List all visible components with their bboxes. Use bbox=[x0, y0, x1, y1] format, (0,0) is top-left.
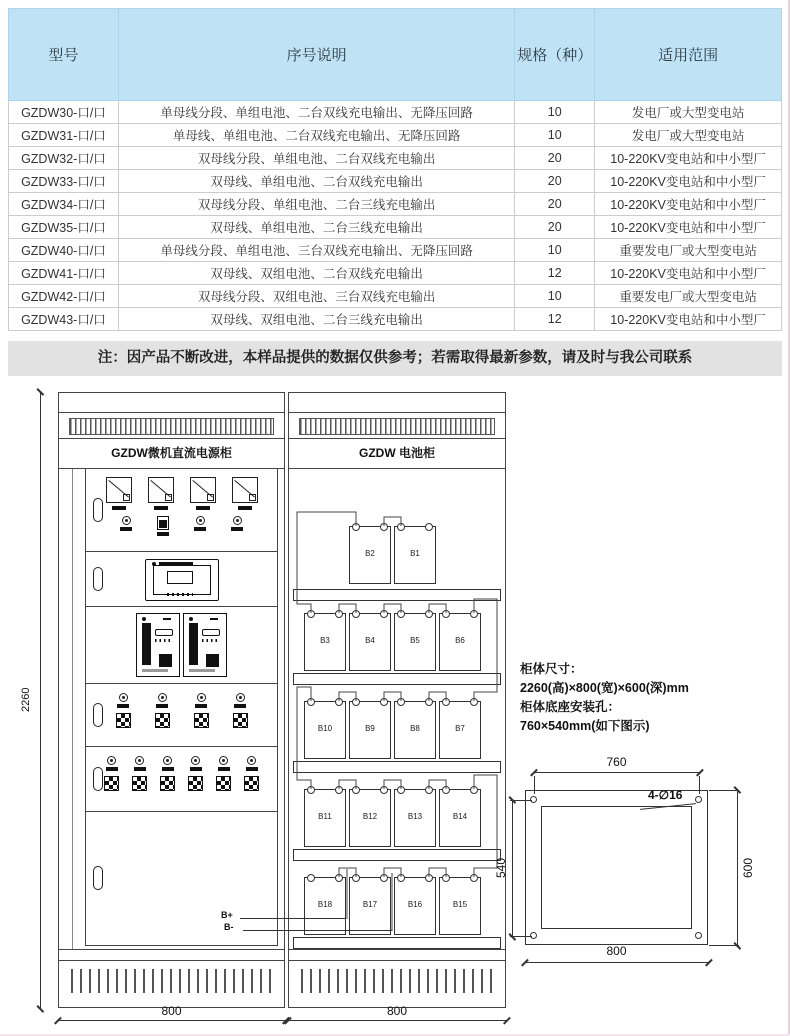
battery-terminal bbox=[352, 874, 360, 882]
range-cell: 10-220KV变电站和中小型厂 bbox=[595, 147, 782, 170]
battery-terminal bbox=[307, 698, 315, 706]
battery-terminal bbox=[307, 610, 315, 618]
power-width-dimension-label: 800 bbox=[161, 1004, 182, 1018]
battery bbox=[394, 613, 436, 671]
battery-label: B15 bbox=[452, 899, 468, 909]
description-cell: 单母线分段、单组电池、三台双线充电输出、无降压回路 bbox=[118, 239, 515, 262]
battery bbox=[349, 526, 391, 584]
meter-panel bbox=[85, 468, 278, 552]
range-cell: 重要发电厂或大型变电站 bbox=[595, 239, 782, 262]
spec-count-cell: 12 bbox=[515, 308, 595, 331]
column-header: 序号说明 bbox=[118, 9, 515, 101]
battery-shelf bbox=[293, 849, 501, 861]
battery-terminal bbox=[380, 523, 388, 531]
battery bbox=[394, 877, 436, 935]
battery bbox=[439, 877, 481, 935]
battery-terminal bbox=[352, 698, 360, 706]
battery bbox=[394, 526, 436, 584]
feeder-unit bbox=[104, 756, 119, 791]
battery-terminal bbox=[442, 610, 450, 618]
inner-wall-line bbox=[72, 469, 73, 949]
battery-terminal bbox=[352, 786, 360, 794]
battery-shelf bbox=[293, 937, 501, 949]
vent-grille bbox=[59, 413, 284, 439]
spec-line: 760×540mm(如下图示) bbox=[520, 719, 650, 733]
model-cell: GZDW30-口/口 bbox=[9, 101, 119, 124]
door-handle bbox=[93, 866, 103, 890]
cabinet-spec-text bbox=[520, 660, 689, 736]
battery bbox=[394, 701, 436, 759]
battery-label: B8 bbox=[410, 723, 420, 733]
battery-terminal bbox=[442, 874, 450, 882]
spec-count-cell: 10 bbox=[515, 101, 595, 124]
monitor-panel bbox=[85, 551, 278, 607]
spec-count-cell: 10 bbox=[515, 124, 595, 147]
battery bbox=[304, 701, 346, 759]
battery-width-dimension-label: 800 bbox=[386, 1004, 408, 1018]
charger-panel bbox=[85, 606, 278, 684]
battery-terminal bbox=[352, 610, 360, 618]
battery-label: B16 bbox=[407, 899, 423, 909]
model-cell: GZDW42-口/口 bbox=[9, 285, 119, 308]
spec-line: 柜体尺寸： bbox=[520, 662, 583, 676]
spec-count-cell: 20 bbox=[515, 193, 595, 216]
mount-bottom-dimension-label: 800 bbox=[606, 944, 627, 958]
panel-handle bbox=[93, 498, 103, 522]
battery-label: B9 bbox=[365, 723, 375, 733]
table-row bbox=[9, 193, 782, 216]
description-cell: 双母线、双组电池、二台三线充电输出 bbox=[118, 308, 515, 331]
table-header-row bbox=[9, 9, 782, 101]
battery bbox=[439, 701, 481, 759]
column-header: 规格（种） bbox=[515, 9, 595, 101]
charger-module bbox=[183, 613, 227, 677]
model-cell: GZDW33-口/口 bbox=[9, 170, 119, 193]
battery-terminal bbox=[397, 786, 405, 794]
battery bbox=[439, 789, 481, 847]
range-cell: 10-220KV变电站和中小型厂 bbox=[595, 216, 782, 239]
model-cell: GZDW43-口/口 bbox=[9, 308, 119, 331]
blank-door-panel bbox=[85, 811, 278, 946]
model-cell: GZDW41-口/口 bbox=[9, 262, 119, 285]
battery-negative-label: B- bbox=[224, 922, 234, 932]
cabinet-bottom-band bbox=[59, 949, 284, 961]
feeder-unit bbox=[194, 693, 209, 728]
battery bbox=[439, 613, 481, 671]
range-cell: 发电厂或大型变电站 bbox=[595, 124, 782, 147]
feeder-unit bbox=[216, 756, 231, 791]
battery bbox=[349, 789, 391, 847]
panel-handle bbox=[93, 767, 103, 791]
feeder-unit bbox=[132, 756, 147, 791]
height-dimension-label: 2260 bbox=[20, 687, 32, 713]
battery-terminal bbox=[470, 610, 478, 618]
battery-terminal bbox=[397, 523, 405, 531]
battery-terminal bbox=[470, 698, 478, 706]
table-row bbox=[9, 262, 782, 285]
battery bbox=[304, 789, 346, 847]
description-cell: 双母线、双组电池、二台双线充电输出 bbox=[118, 262, 515, 285]
mount-top-dimension-label: 760 bbox=[606, 755, 627, 769]
description-cell: 双母线、单组电池、二台双线充电输出 bbox=[118, 170, 515, 193]
range-cell: 10-220KV变电站和中小型厂 bbox=[595, 193, 782, 216]
battery-terminal bbox=[335, 786, 343, 794]
battery-terminal bbox=[442, 698, 450, 706]
battery-label: B3 bbox=[320, 635, 330, 645]
mount-hole bbox=[695, 932, 702, 939]
battery bbox=[304, 877, 346, 935]
battery-terminal bbox=[307, 874, 315, 882]
feeder-unit bbox=[155, 693, 170, 728]
battery-label: B12 bbox=[362, 811, 378, 821]
battery bbox=[394, 789, 436, 847]
battery-cabinet-drawing bbox=[288, 392, 506, 1008]
battery-terminal bbox=[425, 698, 433, 706]
battery bbox=[304, 613, 346, 671]
battery-label: B6 bbox=[455, 635, 465, 645]
battery-shelf bbox=[293, 761, 501, 773]
negative-wire bbox=[243, 930, 392, 931]
led-indicator bbox=[152, 562, 156, 566]
mount-right-dimension-line bbox=[737, 790, 738, 945]
mount-left-dimension-line bbox=[512, 800, 513, 936]
battery-terminal bbox=[470, 786, 478, 794]
battery-label: B11 bbox=[318, 811, 332, 821]
battery-terminal bbox=[425, 874, 433, 882]
battery bbox=[349, 613, 391, 671]
power-cabinet-title: GZDW微机直流电源柜 bbox=[59, 439, 284, 469]
range-cell: 重要发电厂或大型变电站 bbox=[595, 285, 782, 308]
description-cell: 双母线分段、单组电池、二台三线充电输出 bbox=[118, 193, 515, 216]
panel-handle bbox=[93, 567, 103, 591]
description-cell: 双母线分段、双组电池、三台双线充电输出 bbox=[118, 285, 515, 308]
lcd-screen bbox=[167, 571, 193, 584]
panel-handle bbox=[93, 703, 103, 727]
column-header: 适用范围 bbox=[595, 9, 782, 101]
battery-terminal bbox=[352, 523, 360, 531]
column-header: 型号 bbox=[9, 9, 119, 101]
spec-count-cell: 20 bbox=[515, 216, 595, 239]
battery-label: B2 bbox=[365, 548, 375, 558]
cabinet-top-band bbox=[289, 393, 505, 413]
model-cell: GZDW32-口/口 bbox=[9, 147, 119, 170]
mount-top-dimension-line bbox=[534, 772, 699, 773]
feeder-unit bbox=[116, 693, 131, 728]
table-row bbox=[9, 216, 782, 239]
table-row bbox=[9, 170, 782, 193]
cabinet-drawing-area bbox=[0, 380, 790, 1036]
battery bbox=[349, 701, 391, 759]
table-row bbox=[9, 308, 782, 331]
battery-label: B18 bbox=[317, 899, 333, 909]
battery-terminal bbox=[397, 610, 405, 618]
description-cell: 双母线、单组电池、二台三线充电输出 bbox=[118, 216, 515, 239]
battery-positive-label: B+ bbox=[221, 910, 233, 920]
range-cell: 10-220KV变电站和中小型厂 bbox=[595, 262, 782, 285]
feeder-unit bbox=[160, 756, 175, 791]
table-row bbox=[9, 101, 782, 124]
battery-width-dimension-line bbox=[288, 1020, 506, 1021]
battery-terminal bbox=[380, 874, 388, 882]
battery-label: B17 bbox=[362, 899, 378, 909]
spec-count-cell: 10 bbox=[515, 239, 595, 262]
battery-label: B13 bbox=[407, 811, 423, 821]
charger-module bbox=[136, 613, 180, 677]
mount-left-dimension-label: 540 bbox=[494, 857, 508, 879]
battery-terminal bbox=[307, 786, 315, 794]
analog-meter bbox=[232, 477, 258, 510]
mount-bottom-dimension-line bbox=[525, 962, 708, 963]
indicator-knob bbox=[231, 516, 243, 531]
indicator-knob bbox=[194, 516, 206, 531]
battery bbox=[349, 877, 391, 935]
mount-holes-callout: 4-∅16 bbox=[648, 788, 683, 802]
battery-label: B5 bbox=[410, 635, 420, 645]
battery-shelf bbox=[293, 589, 501, 601]
battery-cabinet-title: GZDW 电池柜 bbox=[289, 439, 505, 469]
battery-label: B4 bbox=[365, 635, 375, 645]
battery-terminal bbox=[335, 610, 343, 618]
description-cell: 单母线、单组电池、二台双线充电输出、无降压回路 bbox=[118, 124, 515, 147]
range-cell: 发电厂或大型变电站 bbox=[595, 101, 782, 124]
battery-label: B7 bbox=[455, 723, 465, 733]
power-width-dimension-line bbox=[58, 1020, 285, 1021]
battery-label: B10 bbox=[317, 723, 333, 733]
mount-hole bbox=[695, 796, 702, 803]
feeder-unit bbox=[188, 756, 203, 791]
table-row bbox=[9, 285, 782, 308]
description-cell: 单母线分段、单组电池、二台双线充电输出、无降压回路 bbox=[118, 101, 515, 124]
range-cell: 10-220KV变电站和中小型厂 bbox=[595, 308, 782, 331]
positive-wire bbox=[240, 918, 346, 919]
plinth-grille bbox=[59, 961, 284, 1007]
battery-terminal bbox=[380, 786, 388, 794]
battery-terminal bbox=[442, 786, 450, 794]
battery-terminal bbox=[470, 874, 478, 882]
battery-terminal bbox=[397, 874, 405, 882]
button-row bbox=[167, 593, 193, 596]
indicator-knob bbox=[120, 516, 132, 531]
spec-count-cell: 12 bbox=[515, 262, 595, 285]
battery-label: B14 bbox=[452, 811, 468, 821]
feeder-unit bbox=[244, 756, 259, 791]
feeder-unit bbox=[233, 693, 248, 728]
battery-terminal bbox=[425, 523, 433, 531]
monitor-module bbox=[145, 559, 219, 601]
plinth-grille bbox=[289, 961, 505, 1007]
table-row bbox=[9, 239, 782, 262]
height-dimension-line bbox=[40, 392, 41, 1008]
battery-terminal bbox=[425, 610, 433, 618]
spec-count-cell: 20 bbox=[515, 147, 595, 170]
battery-label: B1 bbox=[410, 548, 420, 558]
model-cell: GZDW34-口/口 bbox=[9, 193, 119, 216]
battery-terminal bbox=[397, 698, 405, 706]
description-cell: 双母线分段、单组电池、二台双线充电输出 bbox=[118, 147, 515, 170]
note-bar: 注：因产品不断改进，本样品提供的数据仅供参考；若需取得最新参数，请及时与我公司联系 bbox=[8, 341, 782, 376]
spec-count-cell: 20 bbox=[515, 170, 595, 193]
battery-terminal bbox=[380, 610, 388, 618]
power-cabinet-drawing bbox=[58, 392, 285, 1008]
model-table bbox=[8, 8, 782, 331]
battery-cabinet-body bbox=[289, 469, 505, 949]
spec-line: 柜体底座安装孔： bbox=[520, 700, 621, 714]
analog-meter bbox=[190, 477, 216, 510]
battery-terminal bbox=[425, 786, 433, 794]
table-row bbox=[9, 124, 782, 147]
table-row bbox=[9, 147, 782, 170]
mount-inner-rect bbox=[541, 806, 692, 929]
cabinet-top-band bbox=[59, 393, 284, 413]
battery-terminal bbox=[335, 698, 343, 706]
model-cell: GZDW31-口/口 bbox=[9, 124, 119, 147]
analog-meter bbox=[106, 477, 132, 510]
range-cell: 10-220KV变电站和中小型厂 bbox=[595, 170, 782, 193]
battery-terminal bbox=[380, 698, 388, 706]
spec-line: 2260(高)×800(宽)×600(深)mm bbox=[520, 681, 689, 695]
selector-switch bbox=[157, 516, 169, 536]
feeder-panel-2 bbox=[85, 746, 278, 812]
model-cell: GZDW40-口/口 bbox=[9, 239, 119, 262]
vent-grille bbox=[289, 413, 505, 439]
cabinet-bottom-band bbox=[289, 949, 505, 961]
mount-right-dimension-label: 600 bbox=[741, 857, 755, 878]
power-cabinet-body bbox=[59, 469, 284, 949]
battery-terminal bbox=[335, 874, 343, 882]
model-cell: GZDW35-口/口 bbox=[9, 216, 119, 239]
spec-count-cell: 10 bbox=[515, 285, 595, 308]
analog-meter bbox=[148, 477, 174, 510]
battery-shelf bbox=[293, 673, 501, 685]
feeder-panel-1 bbox=[85, 683, 278, 747]
